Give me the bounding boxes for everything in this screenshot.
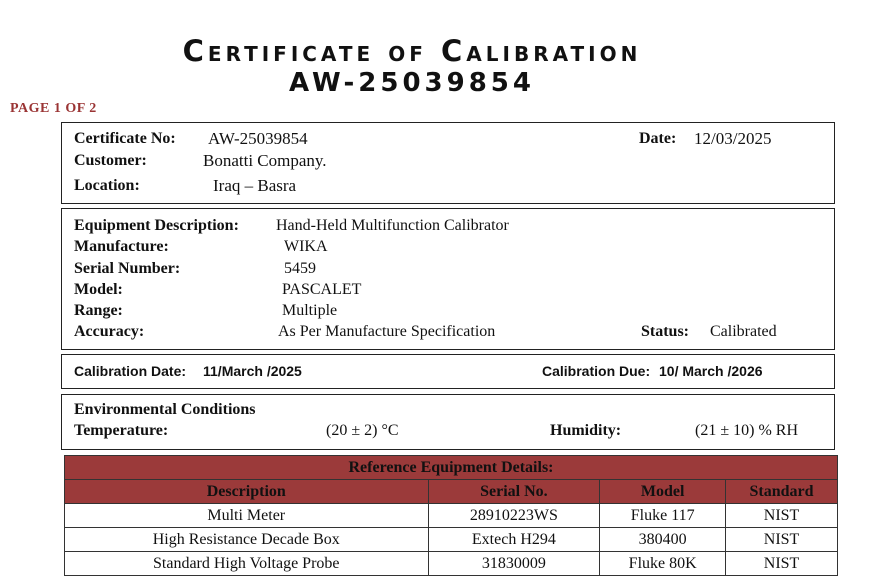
cell-standard: NIST <box>726 552 838 576</box>
table-row <box>65 504 838 528</box>
cell-standard: NIST <box>726 504 838 528</box>
accuracy-value: As Per Manufacture Specification <box>278 323 496 340</box>
range-label: Range: <box>74 302 123 319</box>
calibration-due-label: Calibration Due: <box>542 363 651 379</box>
cell-description: Standard High Voltage Probe <box>65 552 429 576</box>
cell-serial: 31830009 <box>428 552 600 576</box>
cert-no-value: AW-25039854 <box>208 129 308 148</box>
cert-no-label: Certificate No: <box>74 130 176 147</box>
calibration-date-label: Calibration Date: <box>74 363 187 379</box>
cell-model: Fluke 80K <box>600 552 726 576</box>
serial-number-value: 5459 <box>284 260 316 277</box>
calibration-dates-box <box>61 354 835 389</box>
temperature-value: (20 ± 2) °C <box>326 422 399 439</box>
reference-equipment-table <box>64 455 838 576</box>
table-row <box>65 552 838 576</box>
table-row <box>65 528 838 552</box>
column-header-model: Model <box>600 480 726 504</box>
humidity-value: (21 ± 10) % RH <box>695 422 798 439</box>
temperature-label: Temperature: <box>74 422 169 439</box>
model-label: Model: <box>74 281 123 298</box>
status-label: Status: <box>641 323 690 340</box>
environment-box <box>61 394 835 450</box>
status-value: Calibrated <box>710 323 777 340</box>
environment-heading: Environmental Conditions <box>74 401 256 418</box>
equipment-box <box>61 208 835 350</box>
customer-value: Bonatti Company. <box>203 151 327 170</box>
manufacture-value: WIKA <box>284 238 328 255</box>
manufacture-label: Manufacture: <box>74 238 169 255</box>
equipment-description-value: Hand-Held Multifunction Calibrator <box>276 217 509 234</box>
serial-number-label: Serial Number: <box>74 260 181 277</box>
certificate-info-box <box>61 122 835 204</box>
reference-table-title-row <box>65 456 838 480</box>
column-header-serial: Serial No. <box>428 480 600 504</box>
cell-model: Fluke 117 <box>600 504 726 528</box>
range-value: Multiple <box>282 302 338 319</box>
location-label: Location: <box>74 177 140 194</box>
cell-standard: NIST <box>726 528 838 552</box>
location-value: Iraq – Basra <box>213 176 297 195</box>
customer-label: Customer: <box>74 152 147 169</box>
column-header-standard: Standard <box>726 480 838 504</box>
model-value: PASCALET <box>282 281 362 298</box>
cell-model: 380400 <box>600 528 726 552</box>
page-number: PAGE 1 OF 2 <box>10 101 97 116</box>
certificate-code: AW-25039854 <box>289 68 535 98</box>
reference-table-header-row <box>65 480 838 504</box>
certificate-title: Certificate of Calibration <box>182 34 642 68</box>
calibration-date-value: 11/March /2025 <box>203 363 302 379</box>
calibration-due-value: 10/ March /2026 <box>659 363 763 379</box>
reference-table-heading: Reference Equipment Details: <box>65 456 838 480</box>
cell-description: Multi Meter <box>65 504 429 528</box>
cell-serial: Extech H294 <box>428 528 600 552</box>
date-label: Date: <box>639 130 677 147</box>
accuracy-label: Accuracy: <box>74 323 145 340</box>
column-header-description: Description <box>65 480 429 504</box>
date-value: 12/03/2025 <box>694 129 772 148</box>
humidity-label: Humidity: <box>550 422 622 439</box>
cell-serial: 28910223WS <box>428 504 600 528</box>
equipment-description-label: Equipment Description: <box>74 217 239 234</box>
cell-description: High Resistance Decade Box <box>65 528 429 552</box>
